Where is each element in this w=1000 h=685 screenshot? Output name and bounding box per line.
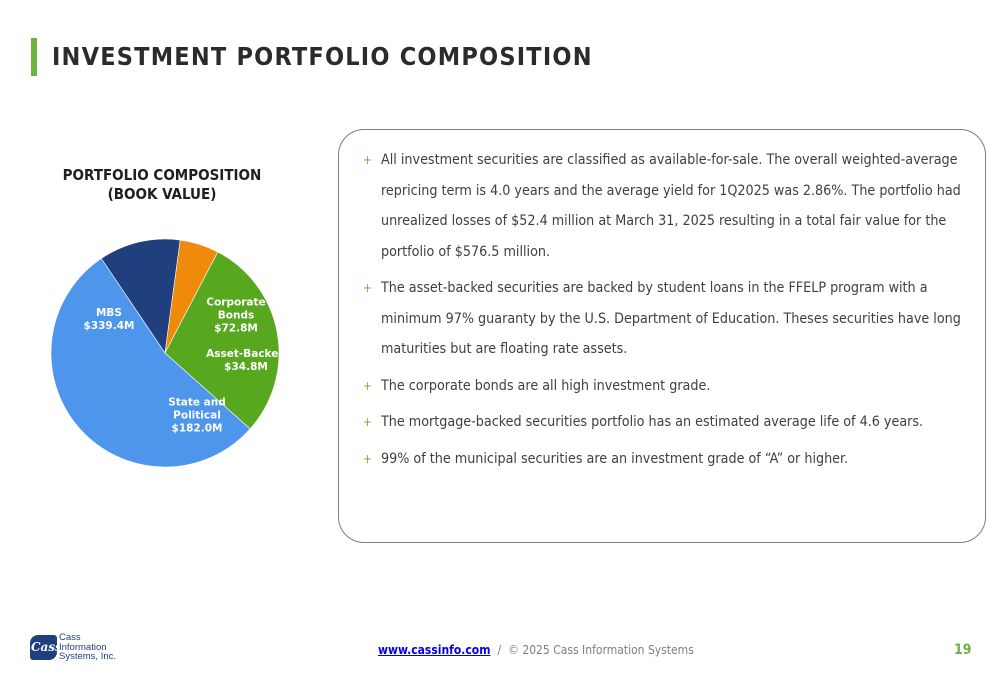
footer-separator: / (497, 643, 502, 657)
logo-line-3: Systems, Inc. (59, 651, 117, 662)
note-item (363, 371, 977, 402)
pie-slice-label: Asset-Backed $34.8M (206, 348, 286, 373)
pie-slice-label: Corporate Bonds $72.8M (206, 296, 266, 335)
plus-icon: + (363, 153, 373, 167)
note-text: 99% of the municipal securities are an investment grade of “A” or higher. (381, 450, 849, 467)
note-text: The asset-backed securities are backed by student loans in the FFELP program with a minimum 97% guaranty by the U.S. Department of Education. Theses securities have long maturities but are floating rate assets. (381, 280, 961, 357)
pie-slice-label: State and Political $182.0M (168, 396, 226, 435)
pie-slice-label: MBS $339.4M (83, 307, 135, 332)
logo-wordmark (59, 633, 116, 662)
plus-icon: + (363, 415, 373, 429)
company-logo (30, 633, 120, 667)
note-text: All investment securities are classified as available-for-sale. The overall weighted-average repricing term is 4.0 years and the average yield for 1Q2025 was 2.86%. The portfolio had unrealized losses of $52.4 million at March 31, 2025 resulting in a total fair value for the portfolio of $576.5 million. (381, 152, 961, 260)
logo-line-1: Cass (59, 632, 81, 643)
logo-badge-text: Cass (31, 640, 62, 654)
page-title: INVESTMENT PORTFOLIO COMPOSITION (52, 42, 593, 71)
pie-chart (0, 0, 330, 520)
page-number: 19 (954, 642, 972, 658)
chart-title-line-2: (BOOK VALUE) (107, 185, 217, 203)
plus-icon: + (363, 451, 373, 466)
notes-list (363, 145, 977, 480)
plus-icon: + (363, 378, 373, 393)
chart-title-line-1: PORTFOLIO COMPOSITION (62, 166, 262, 184)
notes-panel (338, 129, 986, 543)
note-text: The mortgage-backed securities portfolio has an estimated average life of 4.6 years. (381, 414, 924, 430)
note-item (363, 444, 977, 475)
copyright-text: © 2025 Cass Information Systems (508, 643, 694, 657)
note-text: The corporate bonds are all high investment grade. (381, 377, 711, 394)
note-item (363, 407, 977, 438)
plus-icon: + (363, 281, 373, 295)
website-link[interactable]: www.cassinfo.com (378, 643, 491, 657)
logo-badge (30, 635, 62, 660)
note-item (363, 273, 977, 365)
note-item (363, 145, 977, 267)
logo-line-2: Information (59, 641, 107, 653)
footer (378, 643, 694, 657)
